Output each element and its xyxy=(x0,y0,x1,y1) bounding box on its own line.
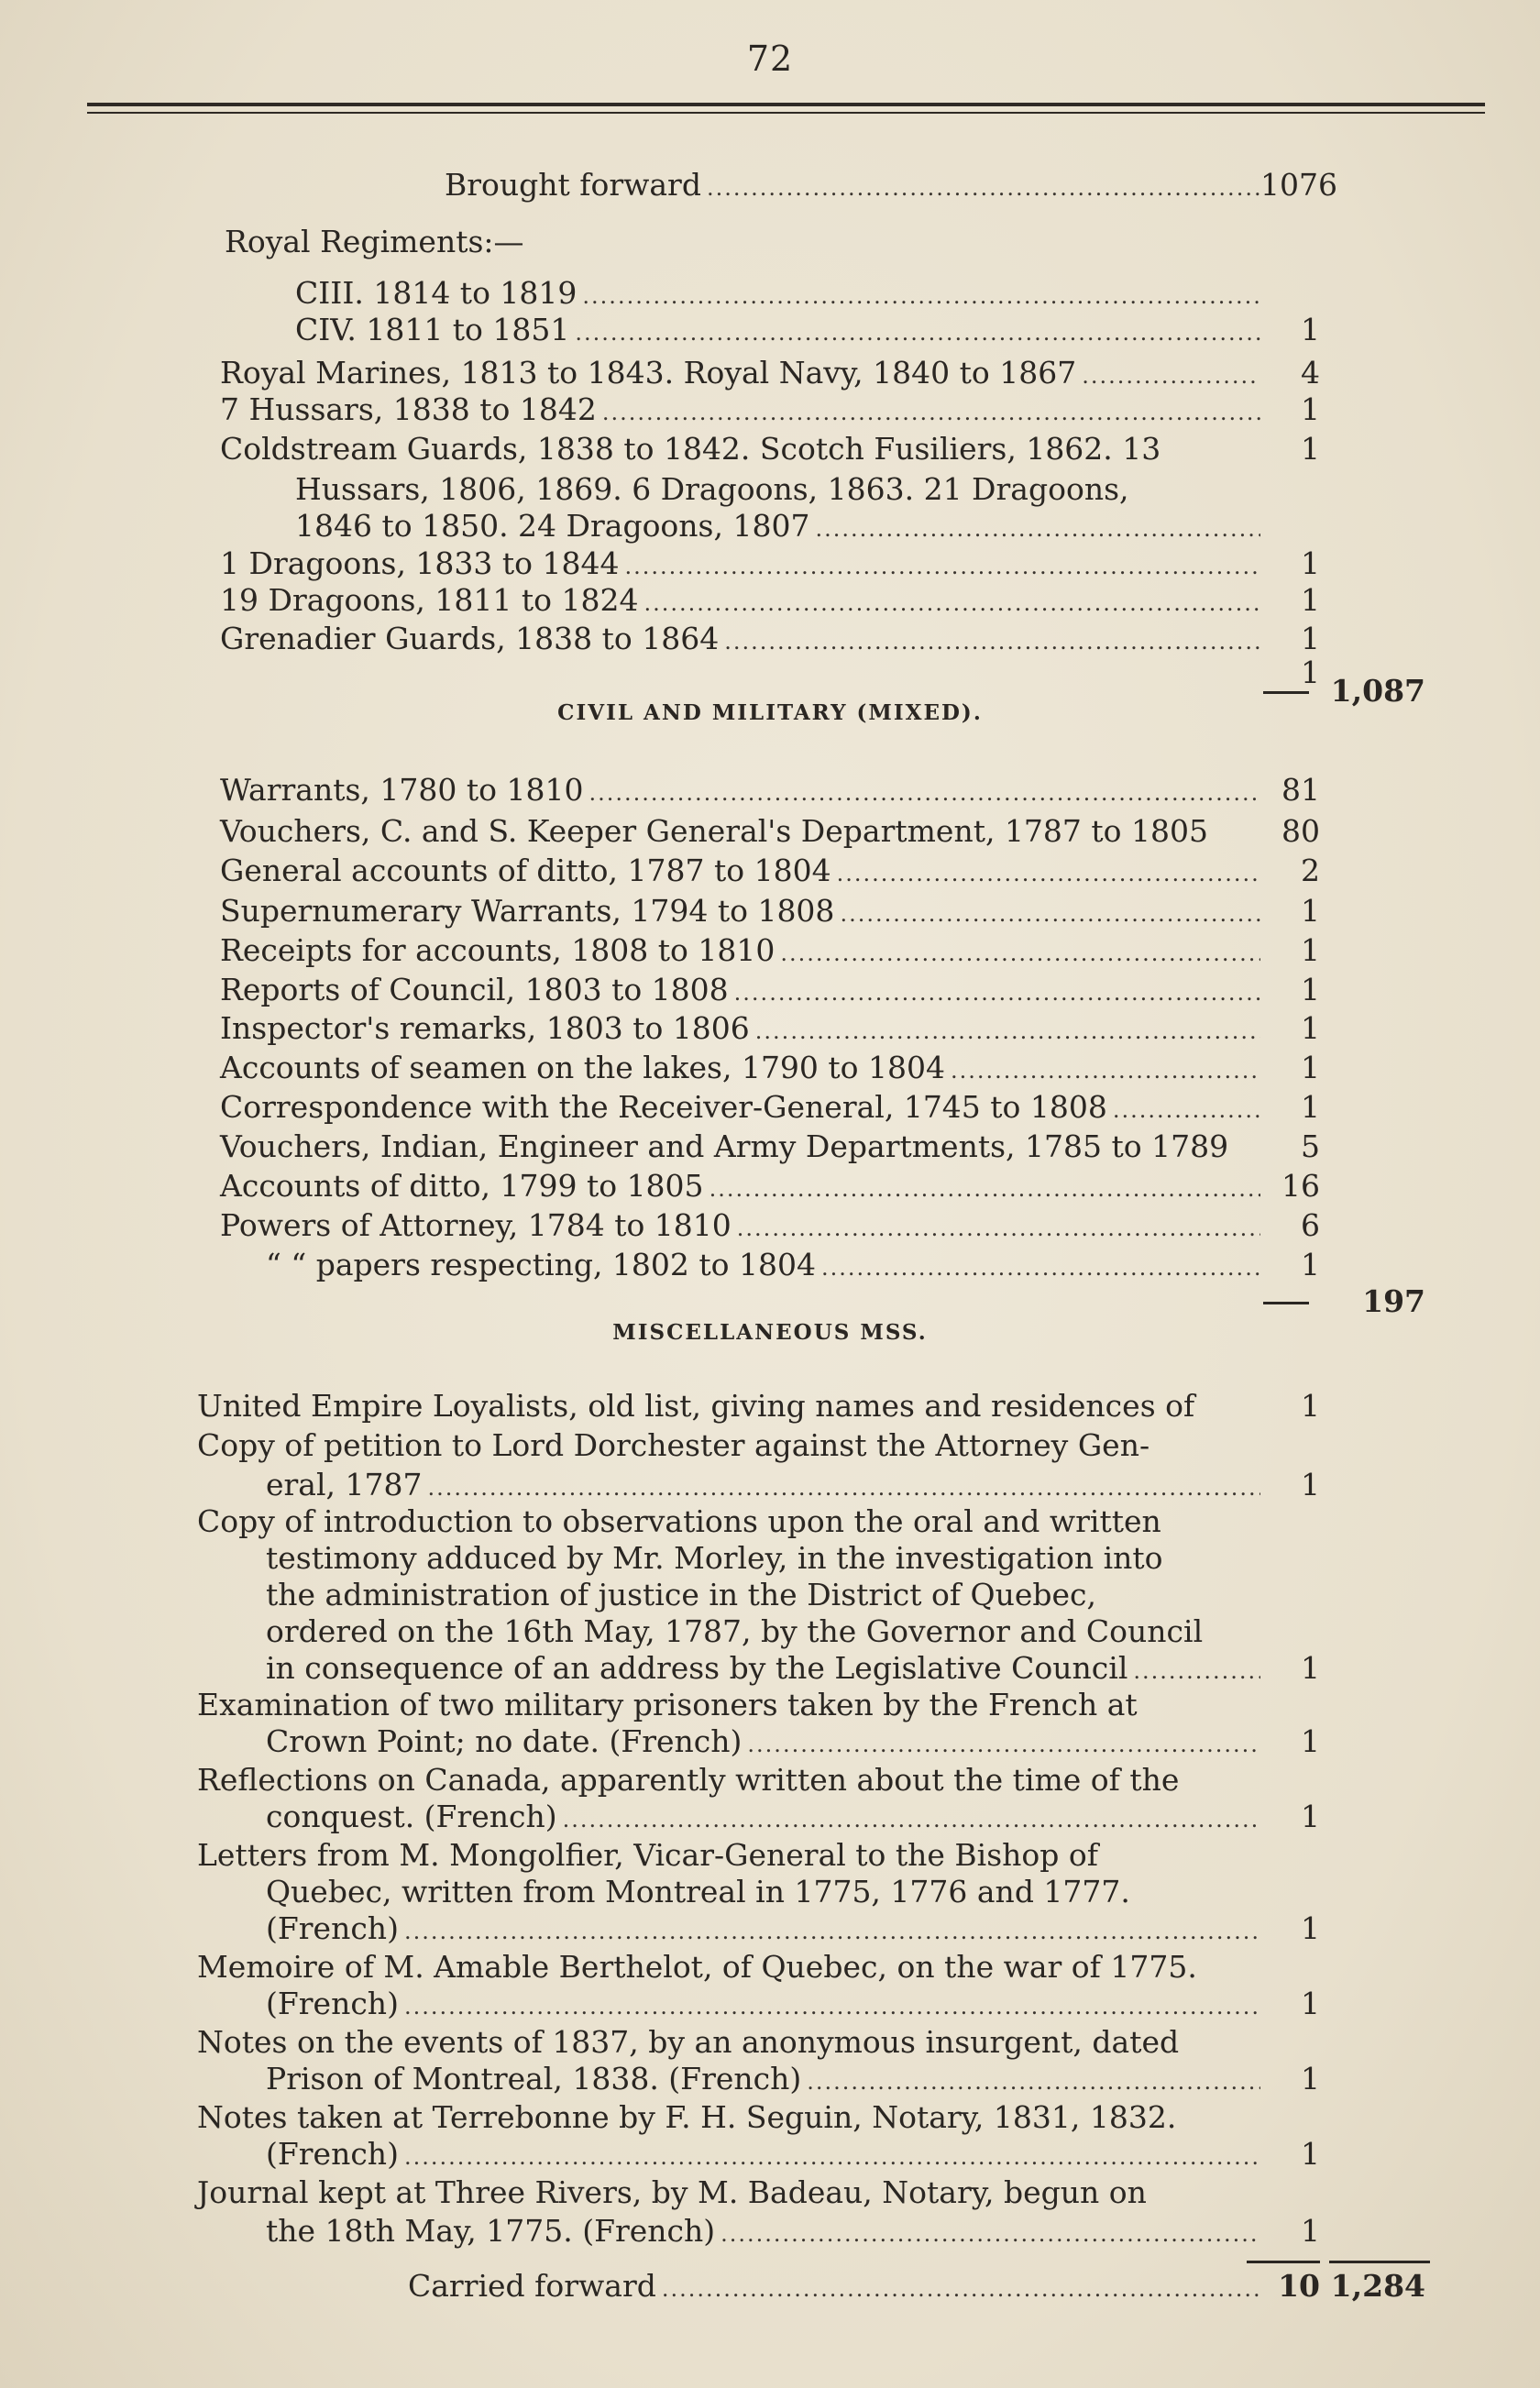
misc-entry xyxy=(0,1612,1540,1652)
entry-text xyxy=(220,1205,1260,1246)
dot-leader xyxy=(588,773,1260,813)
entry-text xyxy=(220,770,1260,810)
misc-entry xyxy=(0,1835,1540,1876)
entry-text xyxy=(266,1797,1260,1837)
entry-label: Letters from M. Mongolfier, Vicar-General to the Bishop of xyxy=(197,1837,1098,1873)
brought-forward-value: 1076 xyxy=(1260,167,1337,203)
entry-label: Reports of Council, 1803 to 1808 xyxy=(220,972,729,1007)
entry-text xyxy=(220,429,1260,469)
misc-entry xyxy=(0,1984,1540,2024)
entry-count: 1 xyxy=(1301,1050,1320,1085)
entry-text xyxy=(266,1612,1260,1652)
dot-leader xyxy=(404,2137,1260,2177)
entry-label: Supernumerary Warrants, 1794 to 1808 xyxy=(220,893,835,929)
carried-forward-text xyxy=(408,2266,1260,2306)
entry-count: 1 xyxy=(1301,2061,1320,2096)
entry-text xyxy=(197,1425,1260,1466)
civil-entry xyxy=(0,770,1540,810)
entry-count: 2 xyxy=(1301,853,1320,888)
entry-count: 1 xyxy=(1301,1247,1320,1282)
misc-entry xyxy=(0,2211,1540,2251)
misc-entry xyxy=(0,1947,1540,1987)
entry-label: the 18th May, 1775. (French) xyxy=(266,2213,716,2249)
entry-label: Prison of Montreal, 1838. (French) xyxy=(266,2061,802,2096)
dot-leader xyxy=(404,1911,1260,1952)
entry-label: General accounts of ditto, 1787 to 1804 xyxy=(220,853,831,888)
entry-text xyxy=(197,1685,1260,1725)
misc-entry xyxy=(0,1425,1540,1466)
entry-label: (French) xyxy=(266,1910,399,1946)
royal-entry xyxy=(0,580,1540,621)
entry-label: eral, 1787 xyxy=(266,1467,423,1502)
carried-forward-label: Carried forward xyxy=(408,2268,656,2304)
civil-entry xyxy=(0,891,1540,931)
entry-label: Copy of introduction to observations upon the oral and written xyxy=(197,1503,1161,1539)
header-rule xyxy=(87,103,1485,106)
dot-leader xyxy=(575,313,1260,353)
entry-count: 1 xyxy=(1301,655,1320,690)
entry-text xyxy=(220,1008,1260,1049)
entry-count: 4 xyxy=(1301,355,1320,391)
misc-entry xyxy=(0,2134,1540,2174)
entry-count: 1 xyxy=(1301,2213,1320,2249)
misc-entry xyxy=(0,1760,1540,1800)
entry-count: 1 xyxy=(1301,893,1320,929)
misc-entry xyxy=(0,2173,1540,2213)
brought-forward-label: Brought forward xyxy=(445,167,701,203)
entry-text xyxy=(197,1760,1260,1800)
royal-entry xyxy=(0,506,1540,546)
misc-entry xyxy=(0,1465,1540,1505)
civil-entry xyxy=(0,811,1540,852)
entry-text xyxy=(220,891,1260,931)
entry-text xyxy=(197,2097,1260,2138)
entry-label: (French) xyxy=(266,1986,399,2021)
misc-entry xyxy=(0,1685,1540,1725)
section-heading: Royal Regiments:— xyxy=(225,224,524,259)
misc-entry xyxy=(0,1872,1540,1912)
entry-count: 1 xyxy=(1301,312,1320,347)
entry-label: Powers of Attorney, 1784 to 1810 xyxy=(220,1207,732,1243)
entry-label: Correspondence with the Receiver-General, 1745 to 1808 xyxy=(220,1089,1107,1125)
entry-label: 1846 to 1850. 24 Dragoons, 1807 xyxy=(295,508,810,544)
entry-label: Examination of two military prisoners taken by the French at xyxy=(197,1687,1138,1722)
entry-label: Copy of petition to Lord Dorchester against the Attorney Gen- xyxy=(197,1427,1150,1463)
entry-count: 1 xyxy=(1301,621,1320,656)
civil-entry xyxy=(0,1127,1540,1167)
entry-count: 1 xyxy=(1301,391,1320,427)
entry-count: 1 xyxy=(1301,932,1320,968)
entry-label: Reflections on Canada, apparently written about the time of the xyxy=(197,1762,1180,1798)
entry-text xyxy=(266,1872,1260,1912)
dot-leader xyxy=(720,2214,1260,2254)
entry-label: Coldstream Guards, 1838 to 1842. Scotch Fusiliers, 1862. 13 xyxy=(220,431,1161,467)
royal-total: 1,087 xyxy=(1330,673,1425,709)
entry-count: 1 xyxy=(1301,2136,1320,2172)
entry-text xyxy=(220,1087,1260,1128)
entry-text xyxy=(220,1127,1260,1167)
entry-text xyxy=(266,1245,1260,1285)
entry-text xyxy=(266,1538,1260,1579)
entry-text xyxy=(220,544,1260,584)
misc-entry xyxy=(0,2097,1540,2138)
carried-forward-count: 10 xyxy=(1278,2268,1320,2304)
entry-text xyxy=(266,2134,1260,2174)
sum-rule xyxy=(1247,2261,1320,2263)
entry-text xyxy=(220,970,1260,1010)
entry-count: 80 xyxy=(1282,813,1320,849)
entry-label: Journal kept at Three Rivers, by M. Badeau, Notary, begun on xyxy=(197,2174,1147,2210)
entry-text xyxy=(266,1984,1260,2024)
entry-count: 5 xyxy=(1301,1128,1320,1164)
entry-label: Accounts of ditto, 1799 to 1805 xyxy=(220,1168,704,1204)
entry-label: Vouchers, C. and S. Keeper General's Department, 1787 to 1805 xyxy=(220,813,1209,849)
entry-text xyxy=(220,1166,1260,1206)
misc-entry xyxy=(0,1797,1540,1837)
civil-entry xyxy=(0,930,1540,971)
brought-forward-text xyxy=(445,165,1260,205)
entry-label: Warrants, 1780 to 1810 xyxy=(220,772,584,808)
civil-entry xyxy=(0,851,1540,891)
civil-entry xyxy=(0,1008,1540,1049)
entry-label: CIV. 1811 to 1851 xyxy=(295,312,570,347)
dot-leader xyxy=(807,2062,1260,2102)
entry-count: 1 xyxy=(1301,1799,1320,1834)
entry-label: “ “ papers respecting, 1802 to 1804 xyxy=(266,1247,816,1282)
entry-text xyxy=(266,1575,1260,1615)
entry-count: 1 xyxy=(1301,1467,1320,1502)
entry-text xyxy=(266,1465,1260,1505)
entry-text xyxy=(220,851,1260,891)
header-rule-thin xyxy=(87,112,1485,114)
entry-text xyxy=(266,2059,1260,2099)
entry-label: Crown Point; no date. (French) xyxy=(266,1723,742,1759)
dot-leader xyxy=(837,853,1260,894)
dot-leader xyxy=(734,973,1260,1013)
entry-label: Grenadier Guards, 1838 to 1864 xyxy=(220,621,720,656)
dot-leader xyxy=(737,1208,1260,1249)
dot-leader xyxy=(747,1724,1260,1765)
entry-text xyxy=(220,930,1260,971)
brought-forward-row xyxy=(0,165,1540,205)
entry-label: testimony adduced by Mr. Morley, in the investigation into xyxy=(266,1540,1163,1576)
royal-entry xyxy=(0,390,1540,430)
entry-label: Memoire of M. Amable Berthelot, of Quebec, on the war of 1775. xyxy=(197,1949,1197,1985)
misc-entry xyxy=(0,2059,1540,2099)
entry-label: 7 Hussars, 1838 to 1842 xyxy=(220,391,597,427)
entry-text xyxy=(295,469,1260,510)
dot-leader xyxy=(662,2269,1260,2309)
royal-heading xyxy=(0,222,1540,262)
entry-text xyxy=(295,506,1260,546)
entry-text xyxy=(197,1502,1260,1542)
royal-entry xyxy=(0,353,1540,393)
entry-text xyxy=(220,580,1260,621)
royal-entry xyxy=(0,544,1540,584)
civil-heading-text: CIVIL AND MILITARY (MIXED). xyxy=(557,700,983,725)
entry-label: Royal Marines, 1813 to 1843. Royal Navy, 1840 to 1867 xyxy=(220,355,1077,391)
civil-total: 197 xyxy=(1362,1283,1425,1319)
misc-entry xyxy=(0,1502,1540,1542)
civil-total-row xyxy=(0,1282,1540,1322)
entry-count: 1 xyxy=(1301,545,1320,581)
page-number: 72 xyxy=(746,39,794,79)
sum-rule xyxy=(1329,2261,1430,2263)
entry-label: the administration of justice in the District of Quebec, xyxy=(266,1577,1097,1612)
misc-entry xyxy=(0,1909,1540,1949)
royal-entry xyxy=(0,273,1540,314)
entry-text xyxy=(266,2211,1260,2251)
entry-label: 19 Dragoons, 1811 to 1824 xyxy=(220,582,639,618)
misc-heading-text: MISCELLANEOUS MSS. xyxy=(612,1320,928,1345)
total-dash xyxy=(1263,1302,1309,1304)
entry-label: Accounts of seamen on the lakes, 1790 to 1804 xyxy=(220,1050,946,1085)
civil-entry xyxy=(0,1087,1540,1128)
dot-leader xyxy=(707,168,1260,208)
entry-text xyxy=(197,1947,1260,1987)
civil-entry xyxy=(0,1166,1540,1206)
civil-entry xyxy=(0,1245,1540,1285)
dot-leader xyxy=(404,1986,1260,2027)
entry-text xyxy=(197,1835,1260,1876)
entry-label: 1 Dragoons, 1833 to 1844 xyxy=(220,545,620,581)
royal-entry xyxy=(0,429,1540,469)
entry-label: in consequence of an address by the Legislative Council xyxy=(266,1650,1128,1686)
entry-count: 81 xyxy=(1282,772,1320,808)
civil-heading xyxy=(0,700,1540,725)
entry-count: 1 xyxy=(1301,582,1320,618)
entry-count: 1 xyxy=(1301,1986,1320,2021)
entry-count: 16 xyxy=(1282,1168,1320,1204)
misc-entry xyxy=(0,1648,1540,1689)
entry-count: 1 xyxy=(1301,431,1320,467)
dot-leader xyxy=(563,1799,1260,1840)
civil-entry xyxy=(0,1205,1540,1246)
entry-count: 6 xyxy=(1301,1207,1320,1243)
entry-label: United Empire Loyalists, old list, giving names and residences of xyxy=(197,1388,1195,1424)
misc-heading xyxy=(0,1320,1540,1345)
misc-entry xyxy=(0,1575,1540,1615)
entry-text xyxy=(295,310,1260,350)
misc-entry xyxy=(0,1538,1540,1579)
entry-count: 1 xyxy=(1301,1089,1320,1125)
entry-text xyxy=(220,353,1260,393)
entry-text xyxy=(197,2022,1260,2063)
entry-text xyxy=(266,1722,1260,1762)
entry-count: 1 xyxy=(1301,1910,1320,1946)
dot-leader xyxy=(602,392,1260,433)
entry-text xyxy=(295,273,1260,314)
entry-label: Notes on the events of 1837, by an anonymous insurgent, dated xyxy=(197,2024,1180,2060)
dot-leader xyxy=(644,583,1261,623)
misc-entry xyxy=(0,1386,1540,1426)
carried-forward-total: 1,284 xyxy=(1330,2268,1425,2304)
dot-leader xyxy=(840,894,1260,934)
entry-label: CIII. 1814 to 1819 xyxy=(295,275,578,311)
misc-entry xyxy=(0,2022,1540,2063)
entry-count: 1 xyxy=(1301,1010,1320,1046)
dot-leader xyxy=(755,1011,1260,1051)
royal-entry xyxy=(0,310,1540,350)
entry-label: Hussars, 1806, 1869. 6 Dragoons, 1863. 21 Dragoons, xyxy=(295,471,1129,507)
entry-label: Quebec, written from Montreal in 1775, 1776 and 1777. xyxy=(266,1874,1130,1909)
entry-label: conquest. (French) xyxy=(266,1799,557,1834)
misc-entry xyxy=(0,1722,1540,1762)
entry-label: Inspector's remarks, 1803 to 1806 xyxy=(220,1010,750,1046)
entry-text xyxy=(220,1048,1260,1088)
entry-count: 1 xyxy=(1301,1723,1320,1759)
entry-text xyxy=(266,1909,1260,1949)
entry-label: Receipts for accounts, 1808 to 1810 xyxy=(220,932,776,968)
entry-count: 1 xyxy=(1301,1650,1320,1686)
entry-count: 1 xyxy=(1301,972,1320,1007)
carried-forward-row xyxy=(0,2266,1540,2306)
entry-count: 1 xyxy=(1301,1388,1320,1424)
dot-leader xyxy=(780,933,1260,974)
dot-leader xyxy=(1113,1090,1260,1130)
entry-text xyxy=(266,1648,1260,1689)
entry-label: Vouchers, Indian, Engineer and Army Departments, 1785 to 1789 xyxy=(220,1128,1229,1164)
entry-text xyxy=(197,2173,1260,2213)
entry-label: Notes taken at Terrebonne by F. H. Seguin, Notary, 1831, 1832. xyxy=(197,2099,1177,2135)
entry-label: (French) xyxy=(266,2136,399,2172)
civil-entry xyxy=(0,970,1540,1010)
total-dash xyxy=(1263,691,1309,694)
royal-entry xyxy=(0,469,1540,510)
dot-leader xyxy=(951,1051,1260,1091)
entry-text xyxy=(220,811,1260,852)
entry-text xyxy=(197,1386,1260,1426)
entry-label: ordered on the 16th May, 1787, by the Governor and Council xyxy=(266,1613,1204,1649)
entry-text xyxy=(220,390,1260,430)
dot-leader xyxy=(710,1169,1260,1209)
civil-entry xyxy=(0,1048,1540,1088)
